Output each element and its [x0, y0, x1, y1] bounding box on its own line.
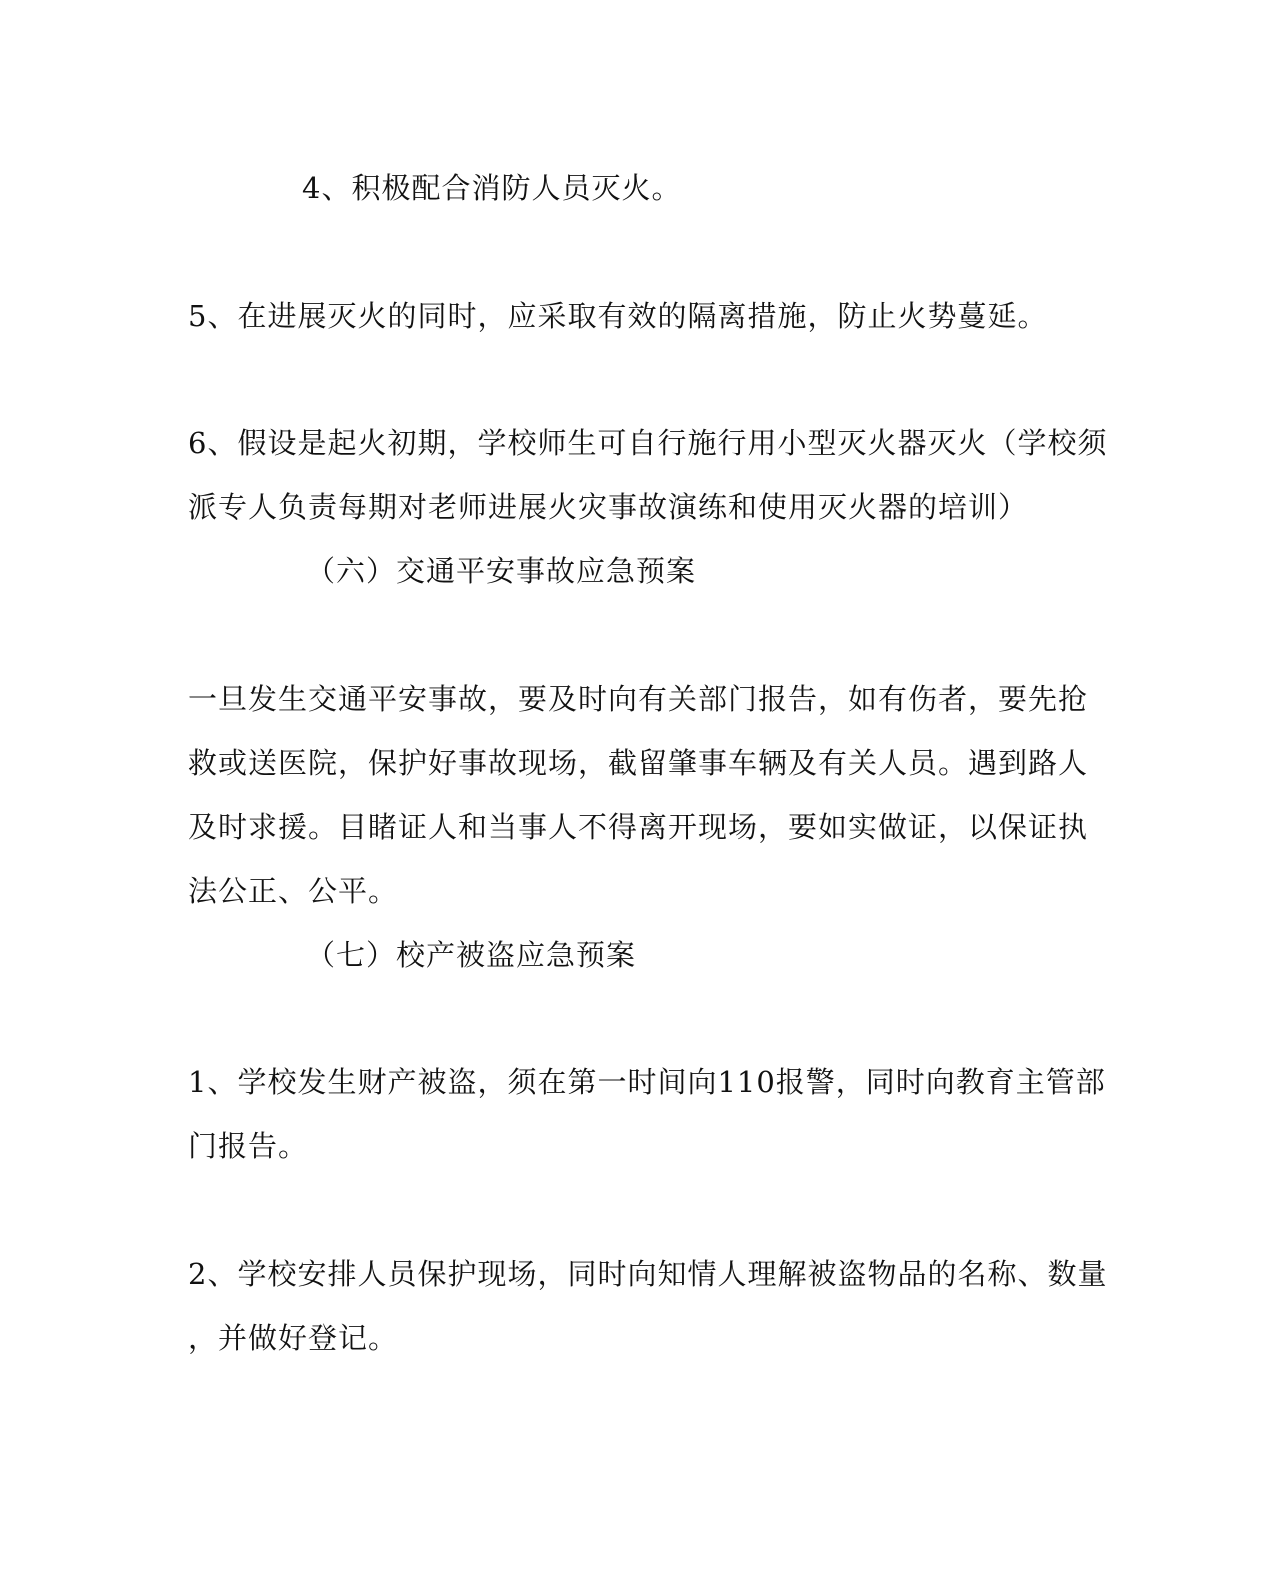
item-4-text: 4、积极配合消防人员灭火。	[302, 171, 682, 205]
traffic-paragraph-line-4: 法公正、公平。	[188, 874, 399, 908]
item-6-text-line-1: 6、假设是起火初期，学校师生可自行施行用小型灭火器灭火（学校须	[188, 426, 1108, 460]
traffic-paragraph-line-1: 一旦发生交通平安事故，要及时向有关部门报告，如有伤者，要先抢	[188, 682, 1089, 716]
theft-item-1-line-2: 门报告。	[188, 1129, 309, 1163]
item-5-text: 5、在进展灭火的同时，应采取有效的隔离措施，防止火势蔓延。	[188, 299, 1048, 333]
traffic-paragraph-line-2: 救或送医院，保护好事故现场，截留肇事车辆及有关人员。遇到路人	[188, 746, 1089, 780]
section-6-heading: （六）交通平安事故应急预案	[306, 554, 697, 588]
traffic-paragraph-line-3: 及时求援。目睹证人和当事人不得离开现场，要如实做证，以保证执	[188, 810, 1089, 844]
item-6-text-line-2: 派专人负责每期对老师进展火灾事故演练和使用灭火器的培训）	[188, 490, 1029, 524]
theft-item-1-line-1: 1、学校发生财产被盗，须在第一时间向110报警，同时向教育主管部	[188, 1065, 1106, 1099]
theft-item-2-line-1: 2、学校安排人员保护现场，同时向知情人理解被盗物品的名称、数量	[188, 1257, 1108, 1291]
theft-item-2-line-2: ，并做好登记。	[188, 1321, 399, 1355]
section-7-heading: （七）校产被盗应急预案	[306, 938, 637, 972]
